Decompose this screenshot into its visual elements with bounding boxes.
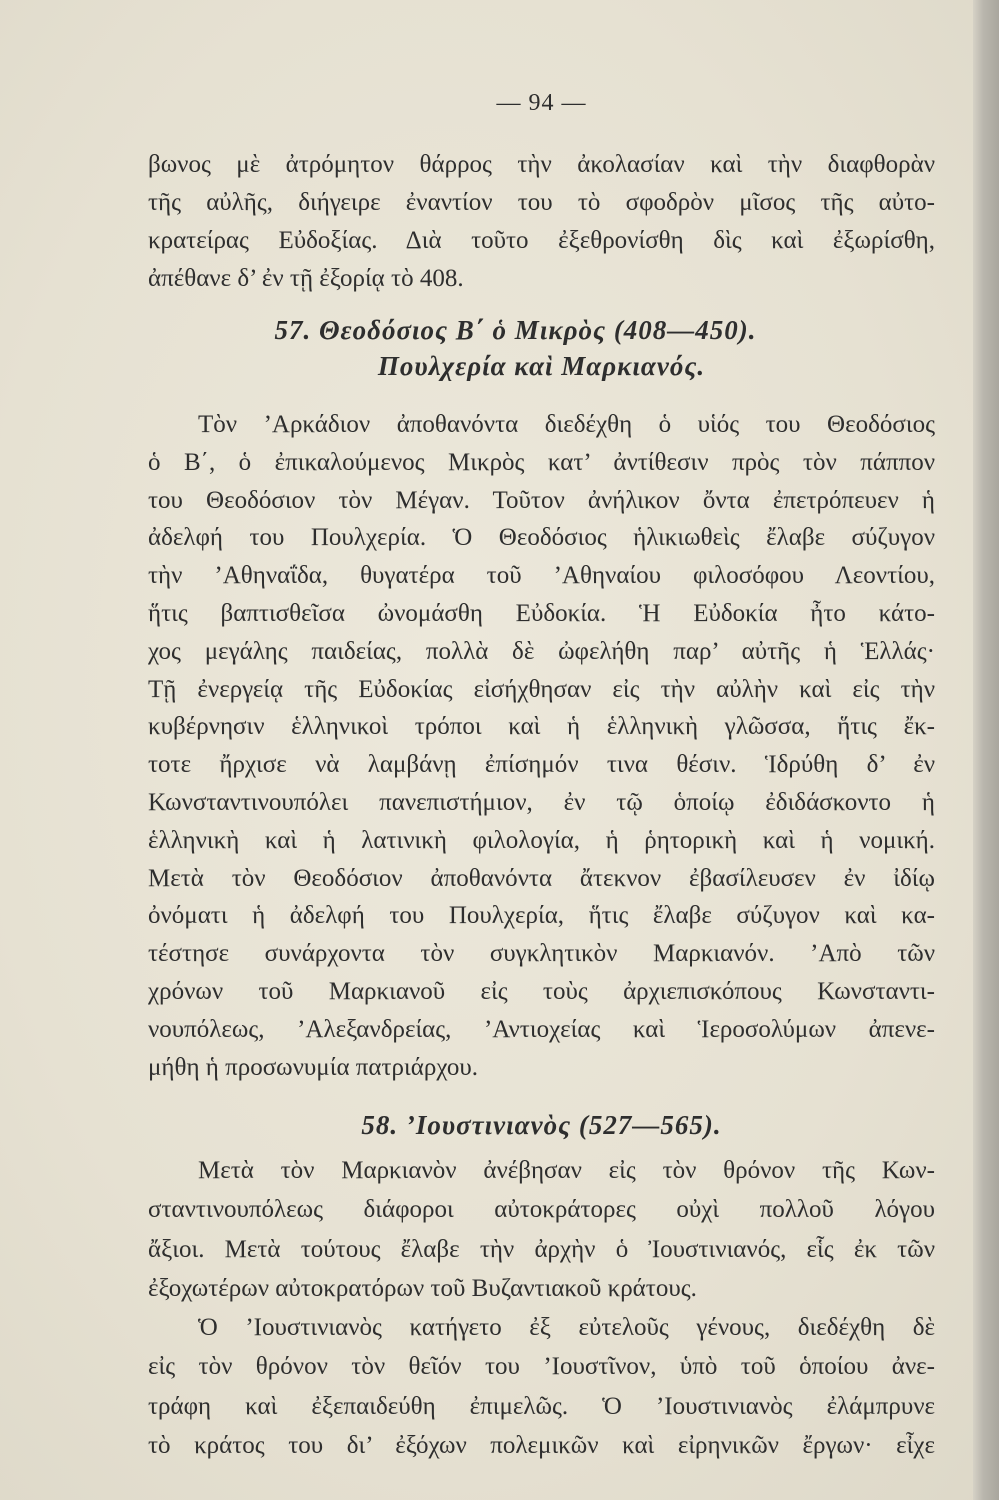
text-line: Μετὰ τὸν Μαρκιανὸν ἀνέβησαν εἰς τὸν θρόνον τῆς Κων- — [198, 1157, 935, 1184]
text-line: μήθη ἡ προσωνυμία πατριάρχου. — [148, 1053, 479, 1081]
text-line: τέστησε συνάρχοντα τὸν συγκλητικὸν Μαρκιανόν. ’Απὸ τῶν — [148, 940, 935, 968]
text-line: του Θεοδόσιον τὸν Μέγαν. Τοῦτον ἀνήλικον ὄντα ἐπετρόπευεν ἡ — [148, 486, 935, 514]
text-line: κρατείρας Εὐδοξίας. Διὰ τοῦτο ἐξεθρονίσθη δὶς καὶ ἐξωρίσθη, — [148, 227, 935, 254]
text-line: χρόνων τοῦ Μαρκιανοῦ εἰς τοὺς ἀρχιεπισκόπους Κωνσταντι- — [148, 977, 935, 1005]
page-number: — 94 — — [496, 90, 587, 116]
paragraph-justinian — [148, 1308, 935, 1465]
text-line: ὀνόματι ἡ ἀδελφή του Πουλχερία, ἥτις ἔλαβε σύζυγον καὶ κα- — [148, 902, 935, 930]
text-line: χος μεγάλης παιδείας, πολλὰ δὲ ὠφελήθη παρ’ αὐτῆς ἡ Ἑλλάς· — [148, 637, 935, 665]
text-line: τῆς αὐλῆς, διήγειρε ἐναντίον του τὸ σφοδρὸν μῖσος τῆς αὐτο- — [148, 189, 935, 216]
text-line: τὴν ’Αθηναΐδα, θυγατέρα τοῦ ’Αθηναίου φιλοσόφου Λεοντίου, — [148, 562, 935, 590]
text-line: ἑλληνικὴ καὶ ἡ λατινικὴ φιλολογία, ἡ ῥητορικὴ καὶ ἡ νομική. — [148, 826, 935, 854]
text-line: τράφη καὶ ἐξεπαιδεύθη ἐπιμελῶς. Ὁ ’Ιουστινιανὸς ἐλάμπρυνε — [148, 1392, 935, 1420]
text-line: Μετὰ τὸν Θεοδόσιον ἀποθανόντα ἄτεκνον ἐβασίλευσεν ἐν ἰδίῳ — [148, 864, 935, 892]
text-line: τοτε ἤρχισε νὰ λαμβάνῃ ἐπίσημόν τινα θέσιν. Ἱδρύθη δ’ ἐν — [148, 751, 935, 779]
text-line: τὸ κράτος του δι’ ἐξόχων πολεμικῶν καὶ εἰρηνικῶν ἔργων· εἶχε — [148, 1431, 935, 1459]
text-line: ἄξιοι. Μετὰ τούτους ἔλαβε τὴν ἀρχὴν ὁ Ἰουστινιανός, εἷς ἐκ τῶν — [148, 1235, 935, 1263]
text-line: Τὸν ’Αρκάδιον ἀποθανόντα διεδέχθη ὁ υἱός του Θεοδόσιος — [198, 411, 935, 438]
text-line: Τῇ ἐνεργείᾳ τῆς Εὐδοκίας εἰσήχθησαν εἰς τὴν αὐλὴν καὶ εἰς τὴν — [148, 675, 935, 703]
text-line: ἐξοχωτέρων αὐτοκρατόρων τοῦ Βυζαντιακοῦ κράτους. — [148, 1274, 697, 1302]
text-line: ὁ Β΄, ὁ ἐπικαλούμενος Μικρὸς κατ’ ἀντίθεσιν πρὸς τὸν πάππον — [148, 448, 935, 476]
text-line: ἥτις βαπτισθεῖσα ὠνομάσθη Εὐδοκία. Ἡ Εὐδοκία ἦτο κάτο- — [148, 599, 935, 627]
page-edge-shadow — [973, 0, 999, 1500]
section-heading-57: 57. Θεοδόσιος Β΄ ὁ Μικρὸς (408—450). — [274, 315, 757, 345]
paragraph-after-marcian — [148, 1151, 935, 1308]
section-heading-58: 58. ’Ιουστινιανὸς (527—565). — [361, 1110, 722, 1140]
text-line: βωνος μὲ ἀτρόμητον θάρρος τὴν ἀκολασίαν καὶ τὴν διαφθορὰν — [148, 151, 935, 178]
section-subheading-57: Πουλχερία καὶ Μαρκιανός. — [377, 351, 706, 381]
paragraph-continuation — [148, 146, 935, 298]
text-line: νουπόλεως, ’Αλεξανδρείας, ’Αντιοχείας καὶ Ἱεροσολύμων ἀπενε- — [148, 1015, 935, 1043]
text-line: σταντινουπόλεως διάφοροι αὐτοκράτορες οὐχὶ πολλοῦ λόγου — [148, 1196, 935, 1224]
text-line: Κωνσταντινουπόλει πανεπιστήμιον, ἐν τῷ ὁποίῳ ἐδιδάσκοντο ἡ — [148, 788, 935, 816]
text-line: κυβέρνησιν ἑλληνικοὶ τρόποι καὶ ἡ ἑλληνικὴ γλῶσσα, ἥτις ἔκ- — [148, 713, 935, 741]
text-line: ἀπέθανε δ’ ἐν τῇ ἐξορίᾳ τὸ 408. — [148, 265, 464, 292]
text-line: ἀδελφή του Πουλχερία. Ὁ Θεοδόσιος ἡλικιωθεὶς ἔλαβε σύζυγον — [148, 524, 935, 552]
text-line: εἰς τὸν θρόνον τὸν θεῖόν του ’Ιουστῖνον, ὑπὸ τοῦ ὁποίου ἀνε- — [148, 1353, 935, 1381]
paragraph-theodosius — [148, 406, 935, 1086]
text-line: Ὁ ’Ιουστινιανὸς κατήγετο ἐξ εὐτελοῦς γένους, διεδέχθη δὲ — [198, 1314, 935, 1341]
